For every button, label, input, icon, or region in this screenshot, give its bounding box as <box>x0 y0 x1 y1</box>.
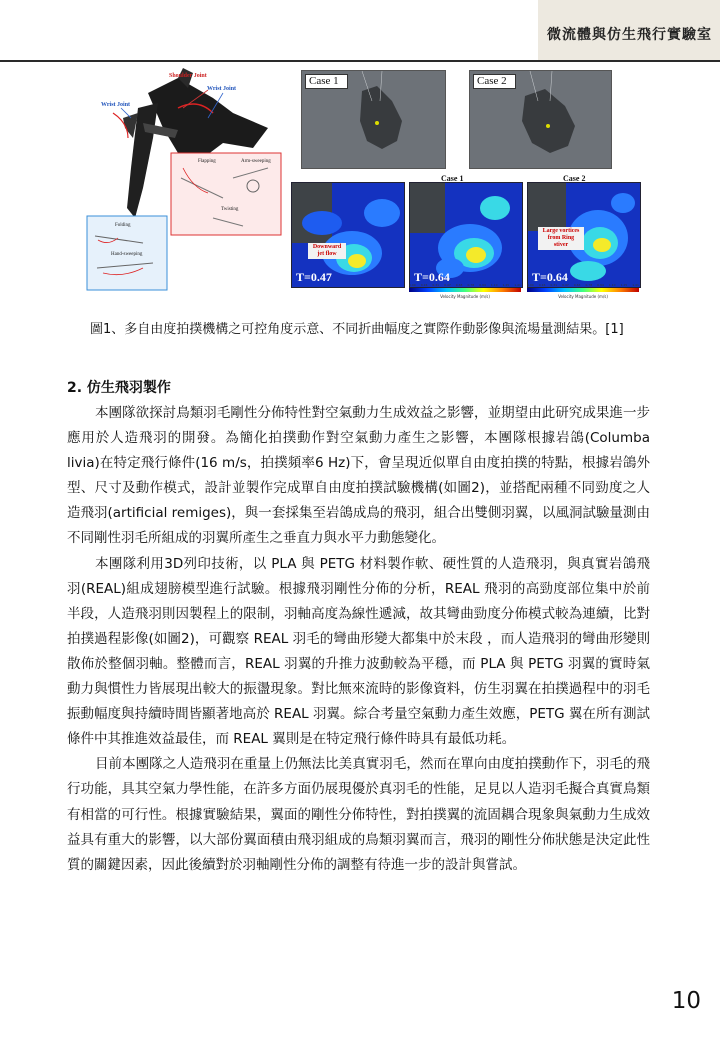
flow-case-2-label: Case 2 <box>563 174 586 183</box>
case-1-photo <box>301 70 446 169</box>
downward-jet-flow-note: Downward jet flow <box>308 243 346 259</box>
colorbar-tick: 0.63 <box>573 283 581 287</box>
header-divider <box>0 60 720 62</box>
colorbar-tick: 0.94 <box>597 283 604 287</box>
colorbar-tick: 0.47 <box>562 283 569 287</box>
flow-field-1 <box>291 182 405 288</box>
colorbar-tick: 0.00 <box>409 283 416 287</box>
time-label-2: T=0.64 <box>414 270 450 284</box>
twisting-label: Twisting <box>221 207 239 212</box>
colorbar-tick: 0.78 <box>467 283 475 287</box>
wrist-joint-label-left: Wrist Joint <box>101 102 131 108</box>
colorbar-tick: 0.47 <box>444 283 451 287</box>
colorbar-2-ticks <box>527 283 639 287</box>
colorbar-tick: 1.25 <box>620 283 628 287</box>
time-label-1: T=0.47 <box>296 270 332 284</box>
page-number: 10 <box>671 988 701 1014</box>
figure-caption: 圖1、多自由度拍撲機構之可控角度示意、不同折曲幅度之實際作動影像與流場量測結果。[1] <box>90 322 624 337</box>
colorbar-1-ticks <box>409 283 521 287</box>
colorbar-1 <box>409 288 521 292</box>
colorbar-tick: 1.41 <box>632 283 639 287</box>
colorbar-tick: 0.94 <box>479 283 486 287</box>
colorbar-tick: 0.63 <box>455 283 463 287</box>
case-2-photo <box>469 70 612 169</box>
paragraph-3: 目前本團隊之人造飛羽在重量上仍無法比美真實羽毛，然而在單向由度拍撲動作下，羽毛的飛行功能，具其空氣力學性能，在許多方面仍展現優於真羽毛的性能，足見以人造羽毛擬合真實鳥類有相當的可行性。根據實驗結果，翼面的剛性分佈特性，對拍撲翼的流固耦合現象與氣動力生成效益具有重大的影響，以大部份翼面積由飛羽組成的鳥類羽翼而言，飛羽的剛性分佈狀態是決定此性質的關鍵因素，因此後續對於羽軸剛性分佈的調整有待進一步的設計與嘗試。 <box>67 756 650 873</box>
colorbar-2-label: Velocity Magnitude (m/s) <box>558 294 608 299</box>
colorbar-tick: 1.41 <box>514 283 521 287</box>
flapping-mechanism-illustration <box>83 68 283 293</box>
colorbar-1-label: Velocity Magnitude (m/s) <box>440 294 490 299</box>
colorbar-tick: 0.16 <box>420 283 428 287</box>
colorbar-tick: 1.10 <box>608 283 616 287</box>
colorbar-tick: 0.00 <box>527 283 534 287</box>
colorbar-tick: 0.31 <box>550 283 558 287</box>
large-vortices-note: Large vortices from Ring stiver <box>538 227 584 250</box>
section-heading: 2. 仿生飛羽製作 <box>67 380 171 396</box>
paragraph-2: 本團隊利用3D列印技術，以 PLA 與 PETG 材料製作軟、硬性質的人造飛羽，與真實岩鴿飛羽(REAL)組成翅膀模型進行試驗。根據飛羽剛性分佈的分析，REAL 飛羽的高勁度部位集中於前半段，人造飛羽則因製程上的限制，羽軸高度為線性遞減，故其彎曲勁度分佈模式較為連續，比對拍撲過程影像(如圖2)，可觀察 REAL 羽毛的彎曲形變大都集中於末段 ，而人造飛羽的彎曲形變則散佈於整個羽軸。整體而言，REAL 羽翼的升推力波動較為平穩，而 PLA 與 PETG 羽翼的實時氣動力與慣性力皆展現出較大的振盪現象。對比無來流時的影像資料，仿生羽翼在拍撲過程中的羽毛振動幅度與持續時間皆顯著地高於 REAL 羽翼。綜合考量空氣動力產生效應，PETG 翼在所有測試條件中其推進效益最佳，而 REAL 翼則是在特定飛行條件時具有最低功耗。 <box>67 555 650 748</box>
flow-case-1-label: Case 1 <box>441 174 464 183</box>
arm-sweeping-label: Arm-sweeping <box>241 159 271 164</box>
hand-sweeping-label: Hand-sweeping <box>111 252 143 257</box>
colorbar-tick: 0.78 <box>585 283 593 287</box>
colorbar-tick: 1.25 <box>502 283 510 287</box>
time-label-3: T=0.64 <box>532 270 568 284</box>
folding-label: Folding <box>115 223 131 228</box>
shoulder-joint-label: Shoulder Joint <box>169 73 207 79</box>
case-1-photo-label: Case 1 <box>305 74 348 89</box>
figure-1 <box>83 68 646 304</box>
flow-field-3 <box>527 182 641 288</box>
colorbar-tick: 1.10 <box>490 283 498 287</box>
header-title: 微流體與仿生飛行實驗室 <box>547 27 712 43</box>
flapping-label: Flapping <box>198 159 216 164</box>
case-2-photo-label: Case 2 <box>473 74 516 89</box>
paragraph-1: 本團隊欲探討鳥類羽毛剛性分佈特性對空氣動力生成效益之影響，並期望由此研究成果進一步應用於人造飛羽的開發。為簡化拍撲動作對空氣動力產生之影響，本團隊根據岩鴿(Columba livia)在特定飛行條件(16 m/s，拍撲頻率6 Hz)下，會呈現近似單自由度拍撲的特點，根據岩鴿外型、尺寸及動作模式，設計並製作完成單自由度拍撲試驗機構(如圖2)，並搭配兩種不同勁度之人造飛羽(artificial remiges)，與一套採集至岩鴿成鳥的飛羽，組合出雙側羽翼，以風洞試驗量測由不同剛性羽毛所組成的羽翼所產生之垂直力與水平力動態變化。 <box>67 405 650 547</box>
body-text <box>67 401 650 878</box>
colorbar-tick: 0.16 <box>538 283 546 287</box>
wrist-joint-label-top: Wrist Joint <box>207 86 237 92</box>
flow-field-2 <box>409 182 523 288</box>
colorbar-tick: 0.31 <box>432 283 440 287</box>
colorbar-2 <box>527 288 639 292</box>
